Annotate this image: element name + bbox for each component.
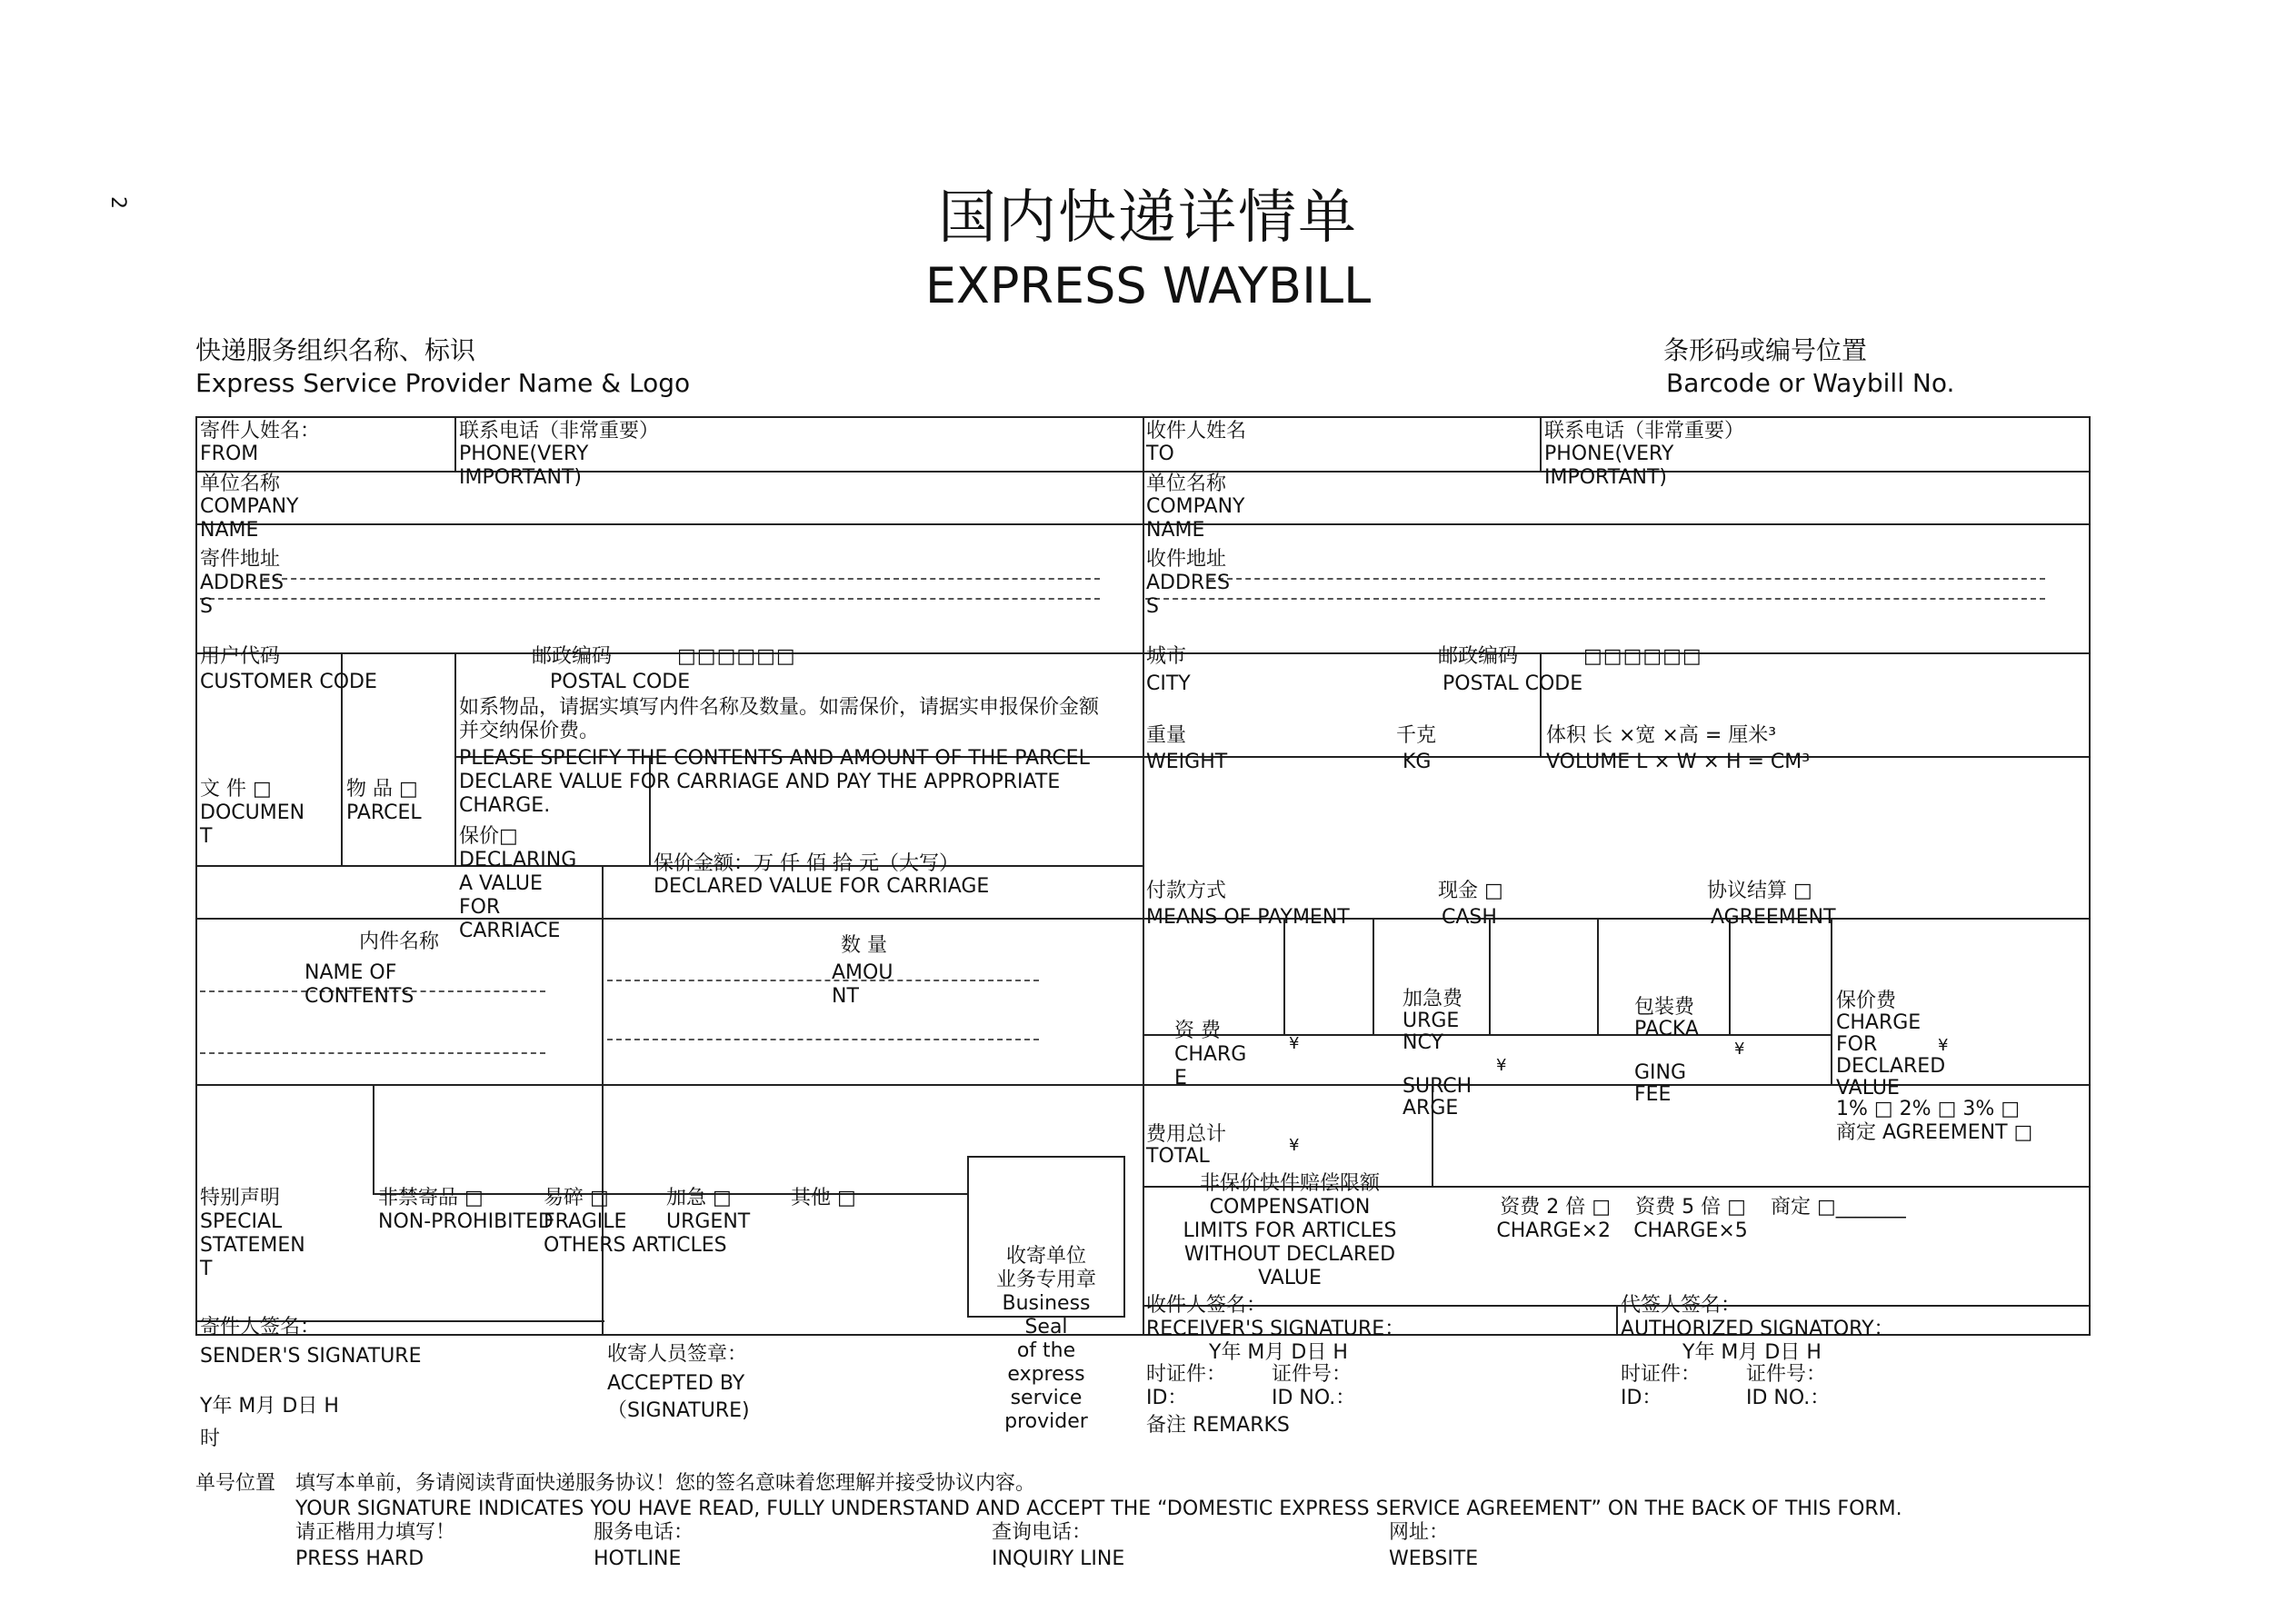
press-hard-label-en: PRESS HARD bbox=[295, 1547, 424, 1570]
page-title-cn: 国内快递详情单 bbox=[938, 184, 1358, 252]
charge-yen: ¥ bbox=[1289, 1034, 1300, 1053]
contents-name-label-cn: 内件名称 bbox=[359, 930, 440, 953]
special-statement-label: 特别声明 SPECIAL STATEMEN T bbox=[200, 1187, 305, 1280]
total-yen: ¥ bbox=[1289, 1136, 1300, 1155]
inquiry-line-label-cn: 查询电话： bbox=[992, 1521, 1093, 1544]
urgency-fee-label: 加急费 URGE NCY SURCH ARGE bbox=[1403, 988, 1472, 1119]
press-hard-label-cn: 请正楷用力填写！ bbox=[295, 1521, 456, 1544]
hotline-label-cn: 服务电话： bbox=[594, 1521, 694, 1544]
receiver-date-field[interactable]: Y年 M月 D日 H bbox=[1209, 1341, 1348, 1364]
others-articles-label: OTHERS ARTICLES bbox=[544, 1234, 727, 1257]
weight-label-en: WEIGHT bbox=[1146, 751, 1228, 773]
packaging-fee-label: 包装费 PACKA GING FEE bbox=[1634, 996, 1699, 1106]
from-label-en: FROM bbox=[200, 443, 259, 465]
website-label-cn: 网址： bbox=[1389, 1521, 1450, 1544]
authorized-signatory-label-en: AUTHORIZED SIGNATORY： bbox=[1621, 1318, 1894, 1340]
sender-postal-label-cn: 邮政编码 bbox=[532, 645, 613, 668]
hotline-label-en: HOTLINE bbox=[594, 1547, 682, 1570]
inquiry-line-label-en: INQUIRY LINE bbox=[992, 1547, 1125, 1570]
page-title-en: EXPRESS WAYBILL bbox=[924, 257, 1372, 314]
page-number: 2 bbox=[106, 196, 129, 209]
receiver-id-type-field[interactable]: 时证件： ID： bbox=[1146, 1363, 1227, 1409]
negotiated-checkbox[interactable]: 商定 □_______ bbox=[1771, 1196, 1906, 1219]
payment-label-en: MEANS OF PAYMENT bbox=[1146, 906, 1350, 929]
sender-address-label-cn: 寄件地址 bbox=[200, 548, 281, 571]
accepted-by-label-en: ACCEPTED BY （SIGNATURE) bbox=[607, 1372, 750, 1422]
volume-label-cn: 体积 长 ×宽 ×高 = 厘米³ bbox=[1546, 724, 1777, 747]
receiver-phone-label-en: PHONE(VERY IMPORTANT) bbox=[1544, 443, 1674, 489]
authorized-id-type-field[interactable]: 时证件： ID： bbox=[1621, 1363, 1702, 1409]
barcode-label-cn: 条形码或编号位置 bbox=[1663, 335, 1868, 365]
urgent-checkbox[interactable]: 加急 □ URGENT bbox=[666, 1187, 751, 1233]
receiver-phone-label-cn: 联系电话（非常重要） bbox=[1544, 420, 1745, 443]
accepted-by-label-cn: 收寄人员签章： bbox=[607, 1343, 748, 1366]
insurance-fee-label: 保价费 CHARGE FOR DECLARED VALUE bbox=[1836, 990, 1946, 1100]
sender-date-field[interactable]: Y年 M月 D日 H 时 bbox=[200, 1395, 339, 1450]
contents-note-cn: 如系物品，请据实填写内件名称及数量。如需保价，请据实申报保价金额 并交纳保价费。 bbox=[459, 696, 1100, 742]
sender-address-label-en: ADDRES S bbox=[200, 572, 285, 618]
kg-label-cn: 千克 bbox=[1396, 724, 1437, 747]
customer-code-label-cn: 用户代码 bbox=[200, 645, 281, 668]
website-label-en: WEBSITE bbox=[1389, 1547, 1479, 1570]
contents-name-label-en: NAME OF CONTENTS bbox=[304, 961, 414, 1008]
payment-label-cn: 付款方式 bbox=[1146, 880, 1227, 902]
authorized-date-field[interactable]: Y年 M月 D日 H bbox=[1682, 1341, 1822, 1364]
agreement-notice-cn: 填写本单前，务请阅读背面快递服务协议！您的签名意味着您理解并接受协议内容。 bbox=[295, 1472, 1036, 1495]
receiver-address-label-en: ADDRES S bbox=[1146, 572, 1231, 618]
non-prohibited-checkbox[interactable]: 非禁寄品 □ NON-PROHIBITED bbox=[378, 1187, 554, 1233]
document-checkbox[interactable]: 文 件 □ DOCUMEN T bbox=[200, 778, 305, 848]
declared-value-label-en: DECLARED VALUE FOR CARRIAGE bbox=[654, 875, 990, 898]
compensation-limits-label: 非保价快件赔偿限额 COMPENSATION LIMITS FOR ARTICLES WITHOUT DECLARED VALUE bbox=[1183, 1172, 1397, 1289]
barcode-label-en: Barcode or Waybill No. bbox=[1666, 368, 1955, 398]
packaging-yen: ¥ bbox=[1734, 1040, 1745, 1059]
fragile-checkbox[interactable]: 易碎 □ FRAGILE bbox=[544, 1187, 627, 1233]
charge-label: 资 费 CHARG E bbox=[1174, 1020, 1247, 1090]
sender-phone-label-en: PHONE(VERY IMPORTANT) bbox=[459, 443, 589, 489]
provider-label-cn: 快递服务组织名称、标识 bbox=[195, 335, 476, 365]
receiver-address-label-cn: 收件地址 bbox=[1146, 548, 1227, 571]
receiver-company-label-cn: 单位名称 bbox=[1146, 473, 1227, 495]
cash-checkbox[interactable]: 现金 □ bbox=[1438, 880, 1503, 902]
receiver-postal-label-en: POSTAL CODE bbox=[1442, 672, 1583, 695]
sender-phone-label-cn: 联系电话（非常重要） bbox=[459, 420, 660, 443]
receiver-id-no-field[interactable]: 证件号： ID NO.： bbox=[1272, 1363, 1356, 1409]
contents-note-en: PLEASE SPECIFY THE CONTENTS AND AMOUNT OF THE PARCEL DECLARE VALUE FOR CARRIAGE AND PAY THE APPROPRIATE CHARGE. bbox=[459, 747, 1090, 817]
amount-label-cn: 数 量 bbox=[841, 934, 887, 957]
kg-label-en: KG bbox=[1403, 751, 1432, 773]
volume-label-en: VOLUME L × W × H = CM³ bbox=[1546, 751, 1811, 773]
weight-label-cn: 重量 bbox=[1146, 724, 1187, 747]
provider-label-en: Express Service Provider Name & Logo bbox=[195, 368, 691, 398]
receiver-company-label-en: COMPANY NAME bbox=[1146, 495, 1245, 542]
sender-signature-label-en: SENDER'S SIGNATURE bbox=[200, 1345, 422, 1368]
sender-signature-label-cn: 寄件人签名： bbox=[200, 1316, 321, 1338]
waybill-position-label: 单号位置 bbox=[195, 1472, 276, 1495]
total-label-cn: 费用总计 bbox=[1146, 1123, 1227, 1146]
receiver-signature-label-cn: 收件人签名： bbox=[1146, 1294, 1267, 1317]
parcel-checkbox[interactable]: 物 品 □ PARCEL bbox=[346, 778, 422, 824]
to-label-cn: 收件人姓名 bbox=[1146, 420, 1247, 443]
charge-x2-checkbox[interactable]: 资费 2 倍 □ CHARGE×2 bbox=[1496, 1196, 1611, 1242]
authorized-signatory-label-cn: 代签人签名： bbox=[1621, 1294, 1742, 1317]
from-label-cn: 寄件人姓名： bbox=[200, 420, 321, 443]
charge-x5-checkbox[interactable]: 资费 5 倍 □ CHARGE×5 bbox=[1633, 1196, 1748, 1242]
sender-company-label-cn: 单位名称 bbox=[200, 473, 281, 495]
receiver-postal-label-cn: 邮政编码 bbox=[1438, 645, 1519, 668]
customer-code-label-en: CUSTOMER CODE bbox=[200, 671, 377, 693]
total-label-en: TOTAL bbox=[1146, 1145, 1210, 1168]
receiver-signature-label-en: RECEIVER'S SIGNATURE： bbox=[1146, 1318, 1405, 1340]
insurance-yen: ¥ bbox=[1938, 1036, 1949, 1055]
agreement-checkbox[interactable]: 协议结算 □ bbox=[1707, 880, 1812, 902]
business-seal-stamp: 收寄单位 业务专用章 Business Seal of the express service provider bbox=[995, 1245, 1096, 1433]
city-label-cn: 城市 bbox=[1146, 645, 1187, 668]
authorized-id-no-field[interactable]: 证件号： ID NO.： bbox=[1746, 1363, 1831, 1409]
remarks-label: 备注 REMARKS bbox=[1146, 1414, 1290, 1437]
receiver-postal-boxes: □□□□□□ bbox=[1583, 645, 1702, 668]
to-label-en: TO bbox=[1146, 443, 1174, 465]
agreement-label-en: AGREEMENT bbox=[1711, 906, 1836, 929]
agreement-notice-en: YOUR SIGNATURE INDICATES YOU HAVE READ, FULLY UNDERSTAND AND ACCEPT THE “DOMESTIC EXPRESS SERVICE AGREEMENT” ON THE BACK OF THIS FORM. bbox=[295, 1498, 1902, 1520]
sender-postal-boxes: □□□□□□ bbox=[677, 645, 796, 668]
urgency-yen: ¥ bbox=[1496, 1056, 1507, 1075]
cash-label-en: CASH bbox=[1442, 906, 1497, 929]
city-label-en: CITY bbox=[1146, 672, 1191, 695]
declared-value-label-cn: 保价金额：万 仟 佰 拾 元（大写） bbox=[654, 852, 959, 875]
others-checkbox[interactable]: 其他 □ bbox=[791, 1187, 856, 1209]
declaring-value-checkbox[interactable]: 保价□ DECLARING A VALUE FOR CARRIACE bbox=[459, 825, 577, 942]
insurance-rate-checkboxes[interactable]: 1% □ 2% □ 3% □ 商定 AGREEMENT □ bbox=[1836, 1098, 2033, 1144]
amount-label-en: AMOU NT bbox=[832, 961, 893, 1008]
sender-company-label-en: COMPANY NAME bbox=[200, 495, 299, 542]
sender-postal-label-en: POSTAL CODE bbox=[550, 671, 691, 693]
